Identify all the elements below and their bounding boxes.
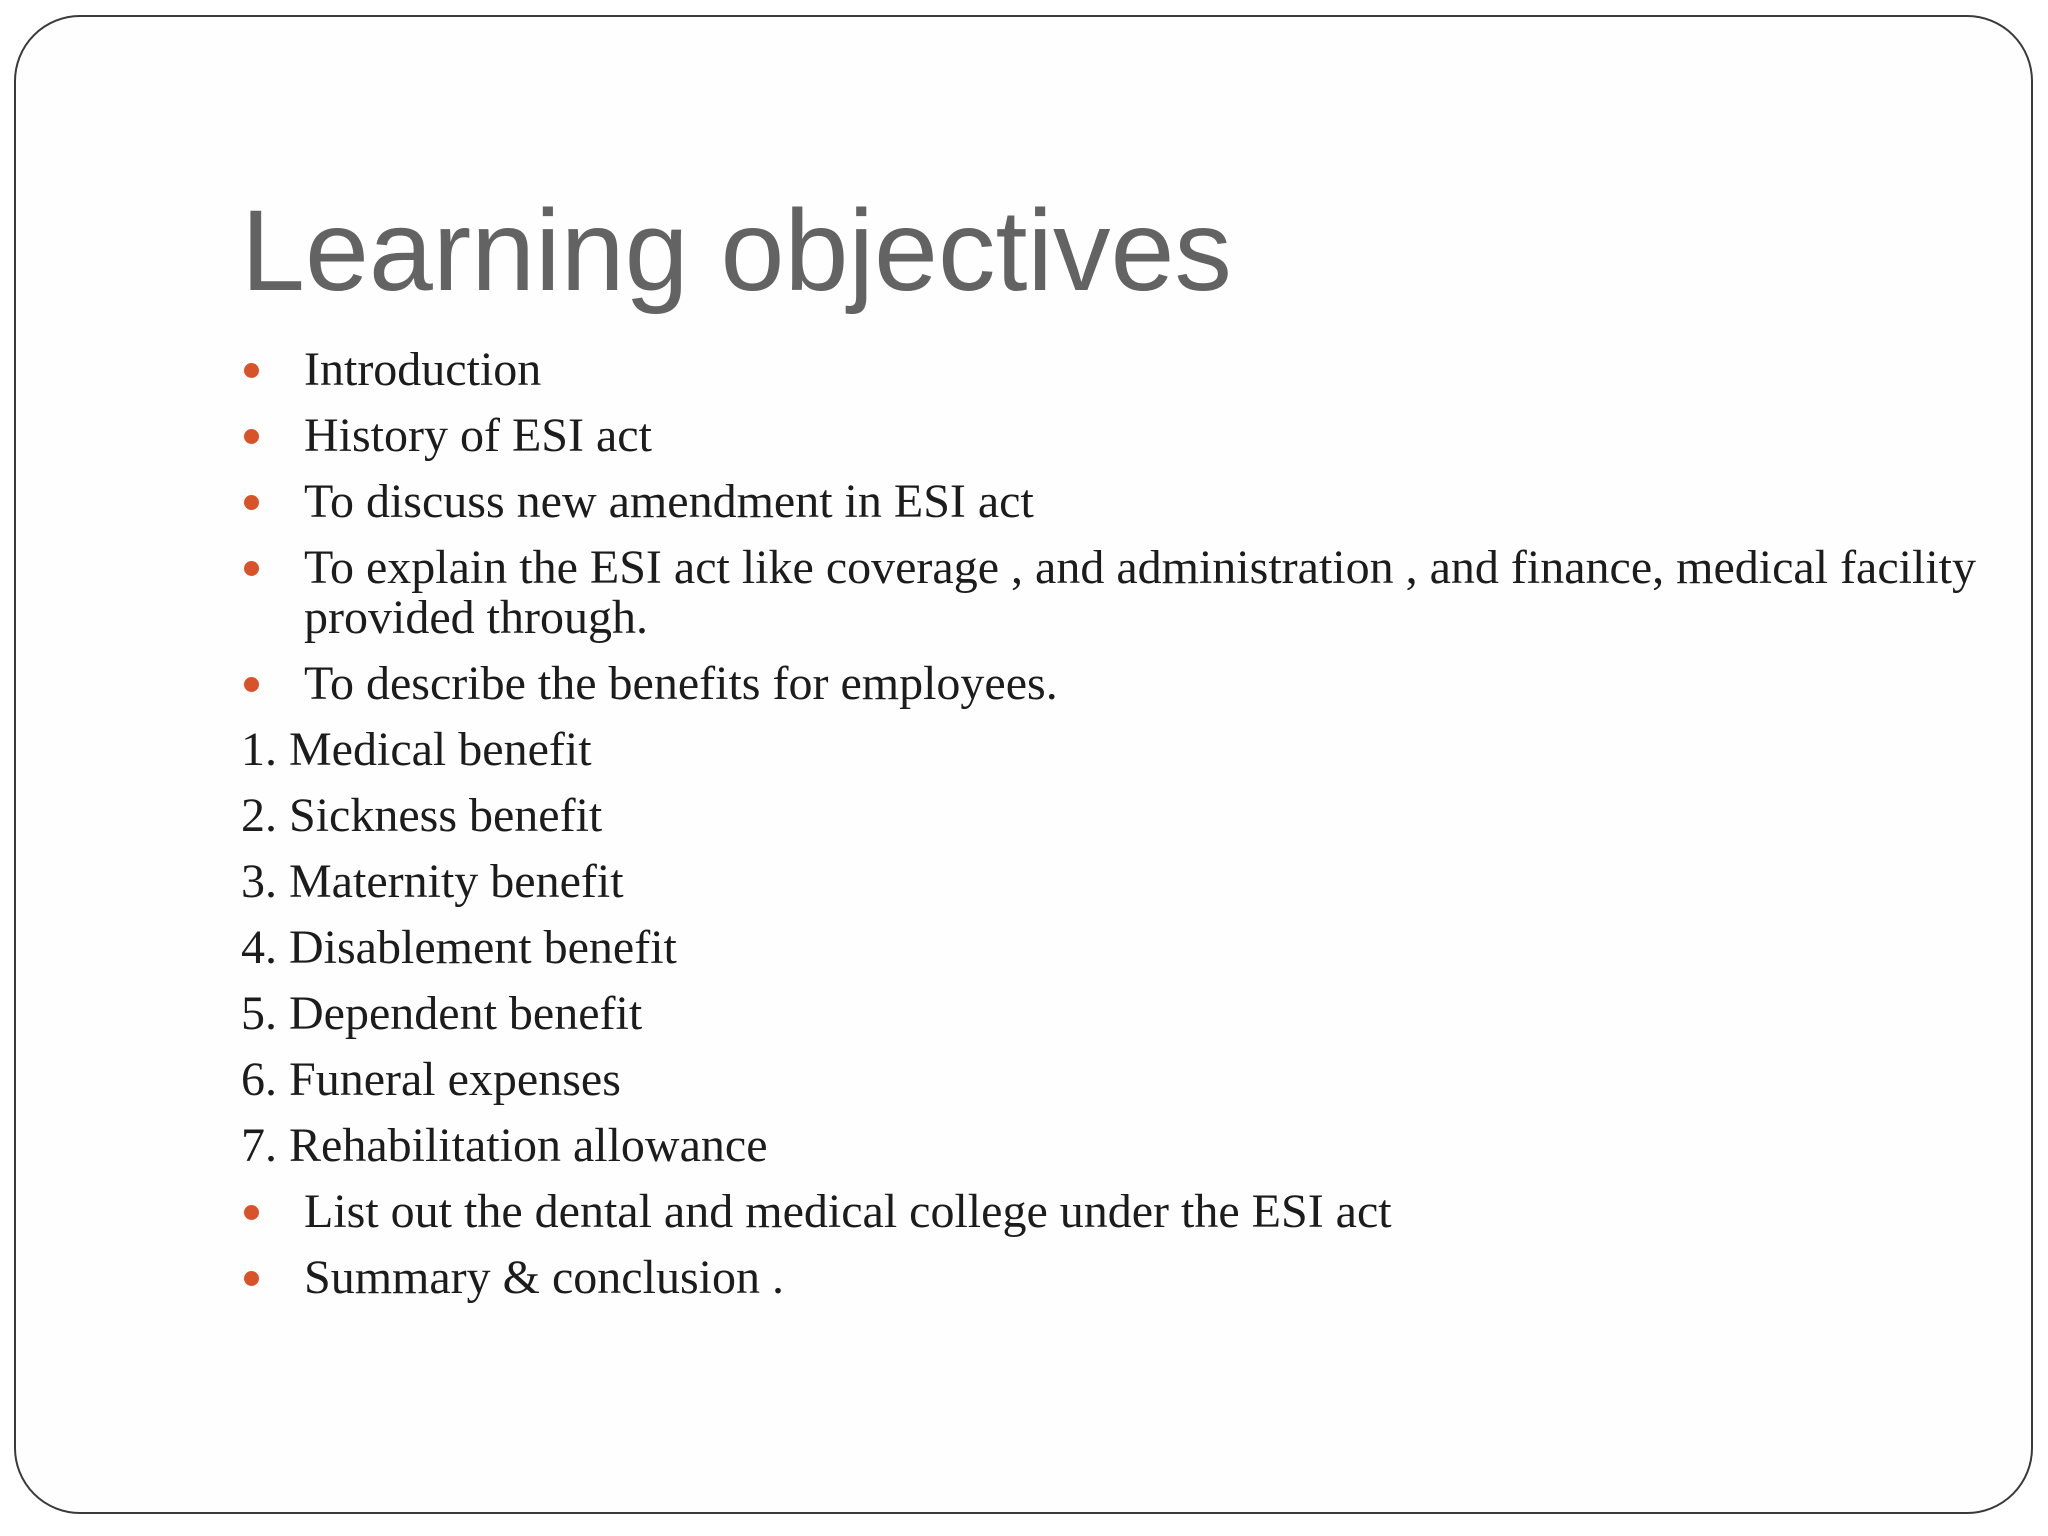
- bullet-dot-icon: [244, 1205, 259, 1220]
- bullet-dot-icon: [244, 1271, 259, 1286]
- list-item-text: Summary & conclusion .: [304, 1251, 784, 1304]
- numbered-item: [241, 915, 2001, 981]
- list-item: [241, 651, 2001, 717]
- numbered-item: [241, 717, 2001, 783]
- bullet-dot-icon: [244, 363, 259, 378]
- numbered-item-text: 2. Sickness benefit: [241, 789, 603, 842]
- bullet-dot-icon: [244, 561, 259, 576]
- list-item-text: Introduction: [304, 343, 542, 396]
- objectives-list: [241, 337, 2001, 1311]
- list-item-text: To describe the benefits for employees.: [304, 657, 1058, 710]
- numbered-item: [241, 981, 2001, 1047]
- numbered-item-text: 1. Medical benefit: [241, 723, 592, 776]
- numbered-item-text: 4. Disablement benefit: [241, 921, 677, 974]
- numbered-item: [241, 1113, 2001, 1179]
- list-item: [241, 535, 2001, 651]
- list-item: [241, 403, 2001, 469]
- list-item-text: List out the dental and medical college under the ESI act: [304, 1185, 1392, 1238]
- numbered-item-text: 5. Dependent benefit: [241, 987, 643, 1040]
- numbered-item: [241, 849, 2001, 915]
- list-item: [241, 469, 2001, 535]
- numbered-item-text: 3. Maternity benefit: [241, 855, 624, 908]
- numbered-item: [241, 1047, 2001, 1113]
- numbered-item-text: 6. Funeral expenses: [241, 1053, 621, 1106]
- numbered-item-text: 7. Rehabilitation allowance: [241, 1119, 768, 1172]
- list-item-text: To explain the ESI act like coverage , and administration , and finance, medical facility provided through.: [304, 541, 1977, 644]
- list-item-text: To discuss new amendment in ESI act: [304, 475, 1034, 528]
- bullet-dot-icon: [244, 677, 259, 692]
- slide: [14, 15, 2033, 1514]
- list-item: [241, 337, 2001, 403]
- bullet-dot-icon: [244, 495, 259, 510]
- list-item: [241, 1179, 2001, 1245]
- list-item: [241, 1245, 2001, 1311]
- slide-title: Learning objectives: [241, 187, 1232, 315]
- list-item-text: History of ESI act: [304, 409, 652, 462]
- bullet-dot-icon: [244, 429, 259, 444]
- numbered-item: [241, 783, 2001, 849]
